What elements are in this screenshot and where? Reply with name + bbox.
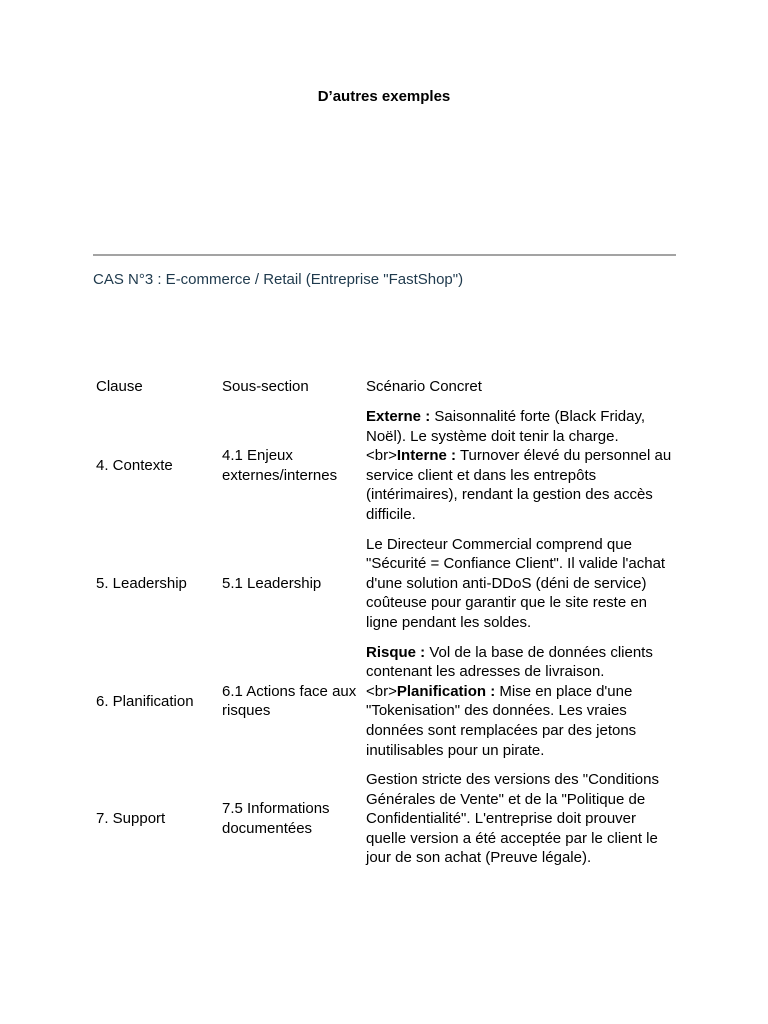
scenario-text: Turnover élevé du personnel au service client et dans les entrepôts (intérimaires), rendant la gestion des accès difficile. bbox=[366, 447, 672, 523]
scenario-label: Risque : bbox=[366, 643, 426, 661]
cell-clause: 5. Leadership bbox=[96, 574, 187, 592]
scenario-label: Planification : bbox=[396, 682, 496, 700]
page-title: D’autres exemples bbox=[317, 88, 451, 105]
cell-clause: 6. Planification bbox=[96, 692, 194, 710]
table-row bbox=[96, 643, 676, 771]
table-row bbox=[96, 407, 676, 535]
cell-subsection: 5.1 Leadership bbox=[222, 574, 322, 592]
iso-clauses-table bbox=[96, 377, 676, 878]
scenario-text: Le Directeur Commercial comprend que "Sécurité = Confiance Client". Il valide l'achat d'une solution anti-DDoS (déni de service) coûteuse pour garantir que le site reste en ligne pendant les soldes. bbox=[366, 535, 666, 631]
header-clause: Clause bbox=[96, 378, 143, 396]
cell-scenario bbox=[366, 535, 676, 643]
cell-subsection: 4.1 Enjeux externes/internes bbox=[222, 447, 338, 484]
scenario-text: Saisonnalité forte (Black Friday, Noël). Le système doit tenir la charge. <br> bbox=[366, 408, 646, 465]
cell-scenario bbox=[366, 770, 676, 878]
cell-scenario bbox=[366, 407, 676, 535]
table-header bbox=[96, 377, 676, 407]
scenario-text: Mise en place d'une "Tokenisation" des données. Les vraies données sont remplacées par des jetons inutilisables pour un pirate. bbox=[366, 682, 637, 759]
horizontal-divider bbox=[93, 254, 676, 256]
table-body bbox=[96, 407, 676, 878]
scenario-label: Externe : bbox=[366, 408, 431, 425]
cell-scenario bbox=[366, 643, 676, 771]
case-title: CAS N°3 : E-commerce / Retail (Entreprise "FastShop") bbox=[93, 271, 464, 288]
cell-clause: 4. Contexte bbox=[96, 456, 173, 474]
table-row bbox=[96, 535, 676, 643]
table-header-row bbox=[96, 377, 676, 407]
scenario-text: Gestion stricte des versions des "Conditions Générales de Vente" et de la "Politique de Confidentialité". L'entreprise doit prouver quelle version a été acceptée par le client le jour de son achat (Preuve légale). bbox=[366, 771, 659, 867]
table-row bbox=[96, 770, 676, 878]
cell-subsection: 7.5 Informations documentées bbox=[222, 800, 330, 838]
scenario-label: Interne : bbox=[396, 447, 457, 465]
header-scenario: Scénario Concret bbox=[366, 378, 482, 396]
cell-subsection: 6.1 Actions face aux risques bbox=[222, 682, 357, 720]
scenario-text: Vol de la base de données clients contenant les adresses de livraison. <br> bbox=[366, 643, 653, 700]
cell-clause: 7. Support bbox=[96, 810, 166, 828]
header-subsection: Sous-section bbox=[222, 378, 309, 396]
